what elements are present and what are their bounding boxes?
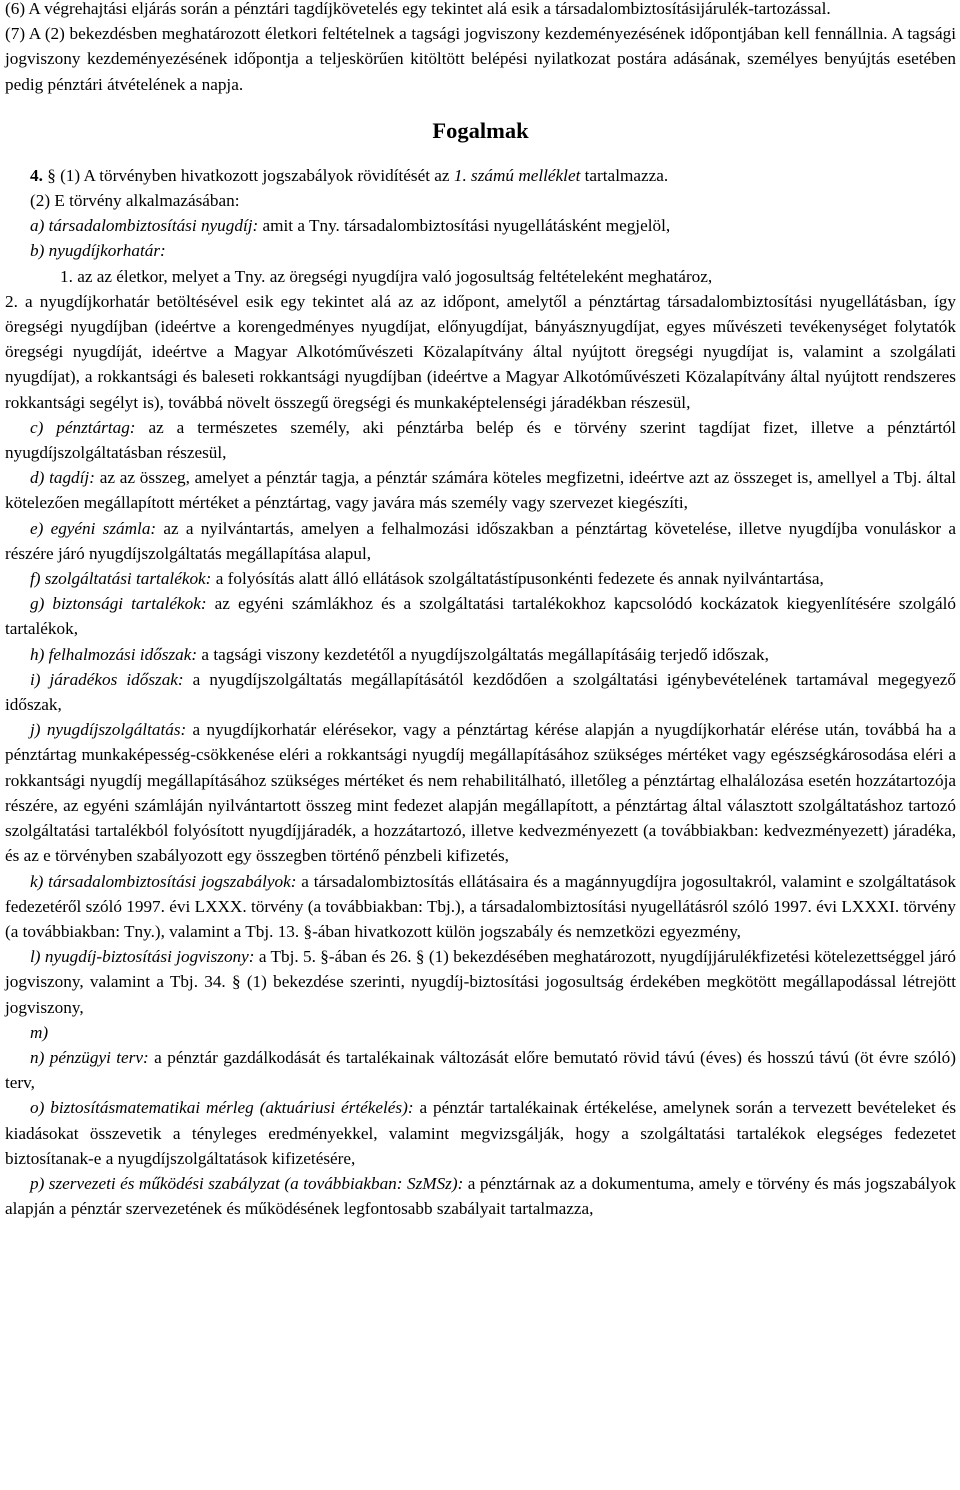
definition-o (5, 1095, 956, 1171)
paragraph-7 (5, 21, 956, 97)
definition-h-text: a tagsági viszony kezdetétől a nyugdíjszolgáltatás megállapításáig terjedő időszak, (197, 644, 769, 664)
definition-o-term: o) biztosításmatematikai mérleg (aktuáriusi értékelés): (30, 1098, 414, 1118)
definition-e (5, 516, 956, 566)
definition-b (5, 238, 956, 263)
definition-e-term: e) egyéni számla: (30, 518, 157, 538)
section-4-text-2: tartalmazza. (580, 165, 669, 185)
section-sign: § (47, 165, 56, 185)
definition-l-text: a Tbj. 5. §-ában és 26. § (1) bekezdésében meghatározott, nyugdíjjárulékfizetési kötelezettséggel járó jogviszony, valamint a Tbj. 34. § (1) bekezdése szerinti, nyugdíj-biztosítási jogosultság érdekében megkötött megállapodással létrejött jogviszony, (5, 947, 956, 1017)
definition-p-term: p) szervezeti és működési szabályzat (a továbbiakban: SzMSz): (30, 1173, 464, 1193)
definition-g (5, 591, 956, 641)
definition-k-term: k) társadalombiztosítási jogszabályok: (30, 871, 297, 891)
definition-g-term: g) biztonsági tartalékok: (30, 594, 207, 614)
definition-n-term: n) pénzügyi terv: (30, 1047, 149, 1067)
definition-a (5, 213, 956, 238)
definition-i-term: i) járadékos időszak: (30, 669, 184, 689)
definition-h-term: h) felhalmozási időszak: (30, 644, 198, 664)
definition-b-point-2: 2. a nyugdíjkorhatár betöltésével esik egy tekintet alá az az időpont, amelytől a pénztártag társadalombiztosítási nyugellátásban, így öregségi nyugdíjban (ideértve a korengedményes nyugdíjat, előnyugdíjat, bányásznyugdíjat, egyes művészeti tevékenységet folytatók öregségi nyugdíját, ideértve a Magyar Alkotóművészeti Közalapítvány által nyújtott öregségi nyugdíjat is, valamint a szolgálati nyugdíjat), a rokkantsági és baleseti rokkantsági nyugdíjban (ideértve a Magyar Alkotóművészeti Közalapítvány által nyújtott rendszeres rokkantsági segélyt is), továbbá növelt összegű öregségi és munkaképtelenségi járadékban részesül, (5, 291, 956, 412)
definition-i-text: a nyugdíjszolgáltatás megállapításától kezdődően a szolgáltatási igénybevételének tartamával megegyező időszak, (5, 669, 956, 715)
definition-p (5, 1171, 956, 1221)
definition-m-term: m) (30, 1022, 49, 1042)
definition-f (5, 566, 956, 591)
document-page (5, 0, 956, 1221)
definition-e-text: az a nyilvántartás, amelyen a felhalmozási időszakban a pénztártag követelése, illetve nyugdíjba vonuláskor a részére járó nyugdíjszolgáltatás megállapítása alapul, (5, 518, 956, 563)
paragraph-7-sentence-2: A tagsági jogviszony kezdeményezésének időpontja a teljeskörűen kitöltött belépési nyilatkozat postára adásának, személyes benyújtás esetében pedig pénztári átvételének a napja. (5, 24, 956, 94)
definition-j-term: j) nyugdíjszolgáltatás: (30, 720, 187, 740)
definition-d (5, 465, 956, 515)
definition-c (5, 415, 956, 465)
definition-n-text: a pénztár gazdálkodását és tartalékainak változását előre bemutató rövid távú (éves) és hosszú távú (öt évre szóló) terv, (5, 1047, 956, 1093)
definition-f-term: f) szolgáltatási tartalékok: (30, 569, 212, 589)
definition-g-text: az egyéni számlákhoz és a szolgáltatási tartalékokhoz kapcsolódó kockázatok kiegyenlítésére szolgáló tartalékok, (5, 594, 956, 639)
definition-n (5, 1045, 956, 1095)
definition-p-text: a pénztárnak az a dokumentuma, amely e törvény és más jogszabályok alapján a pénztár szervezetének és működésének legfontosabb szabályait tartalmazza, (5, 1173, 956, 1219)
definition-b-term: b) nyugdíjkorhatár: (30, 241, 166, 261)
definition-d-text: az az összeg, amelyet a pénztár tagja, a pénztár számára köteles megfizetni, ideértve azt az összeget is, amellyel a Tbj. által kötelezően megállapított mértéket a pénztártag, vagy javára más személy vagy szervezet kiegészíti, (5, 468, 957, 513)
definition-l-term: l) nyugdíj-biztosítási jogviszony: (30, 947, 255, 967)
definition-a-text: amit a Tny. társadalombiztosítási nyugellátásként megjelöl, (258, 216, 671, 236)
paragraph-6-text: (6) A végrehajtási eljárás során a pénztári tagdíjkövetelés egy tekintet alá esik a társadalombiztosításijárulék-tartozással. (5, 0, 831, 18)
definition-i (5, 667, 956, 717)
definition-b-point-1: 1. az az életkor, melyet a Tny. az öregségi nyugdíjra való jogosultság feltételeként meghatároz, (60, 266, 713, 286)
definition-l (5, 944, 956, 1020)
section-4-paragraph-2: (2) E törvény alkalmazásában: (30, 191, 240, 211)
definition-j-text: a nyugdíjkorhatár elérésekor, vagy a pénztártag kérése alapján a nyugdíjkorhatár elérése után, továbbá ha a pénztártag munkaképesség-csökkenése eléri a rokkantsági nyugdíj megállapításához szükséges mértéket vagy egészségkárosodása eléri a rokkantsági nyugdíj megállapításához szükséges mértéket és nem rehabilitálható, illetőleg a pénztártag elhalálozása esetén hozzátartozója részére, az egyéni számláján nyilvántartott összeg mint fedezet alapján megállapított, a pénztártag által választott szolgáltatáshoz tartozó szolgáltatási tartalékból folyósított nyugdíjjáradék, a hozzátartozó, illetve kedvezményezett (a továbbiakban: kedvezményezett) járadéka, és az e törvényben szabályozott egy összegben történő pénzbeli kifizetés, (5, 720, 956, 866)
definition-a-term: a) társadalombiztosítási nyugdíj: (30, 216, 259, 236)
section-heading: Fogalmak (432, 117, 529, 143)
section-4-paragraph-1 (5, 163, 956, 188)
definition-c-term: c) pénztártag: (30, 417, 136, 437)
definition-o-text: a pénztár tartalékainak értékelése, amelynek során a tervezett bevételeket és kiadásokat összevetik a tényleges eredményekkel, valamint megvizsgálják, hogy a szolgáltatási tartalékok elegséges fedezetet biztosítanak-e a nyugdíjszolgáltatások kifizetésére, (5, 1098, 957, 1168)
definition-m (5, 1020, 956, 1045)
definition-c-text: az a természetes személy, aki pénztárba belép és e törvény szerint tagdíjat fizet, illetve a pénztártól nyugdíjszolgáltatásban részesül, (5, 417, 956, 463)
paragraph-6 (5, 0, 956, 21)
definition-k (5, 869, 956, 945)
annex-reference: 1. számú melléklet (453, 165, 581, 185)
definition-f-text: a folyósítás alatt álló ellátások szolgáltatástípusonkénti fedezete és annak nyilvántartása, (211, 569, 824, 589)
section-number: 4. (30, 165, 43, 185)
definition-j (5, 717, 956, 868)
section-4-text-1: (1) A törvényben hivatkozott jogszabályok rövidítését az (55, 165, 454, 185)
definition-d-term: d) tagdíj: (30, 468, 95, 488)
definition-k-text: a társadalombiztosítás ellátásaira és a magánnyugdíjra jogosultakról, valamint e szolgáltatások fedezetéről szóló 1997. évi LXXX. törvény (a továbbiakban: Tbj.), a társadalombiztosítási nyugellátásról szóló 1997. évi LXXXI. törvény (a továbbiakban: Tny.), valamint a Tbj. 13. §-ában hivatkozott külön jogszabály és nemzetközi egyezmény, (5, 871, 956, 941)
definition-h (5, 642, 956, 667)
paragraph-7-sentence-1: (7) A (2) bekezdésben meghatározott életkori feltételnek a tagsági jogviszony kezdeményezésének időpontjában kell fennállnia. (5, 24, 888, 44)
